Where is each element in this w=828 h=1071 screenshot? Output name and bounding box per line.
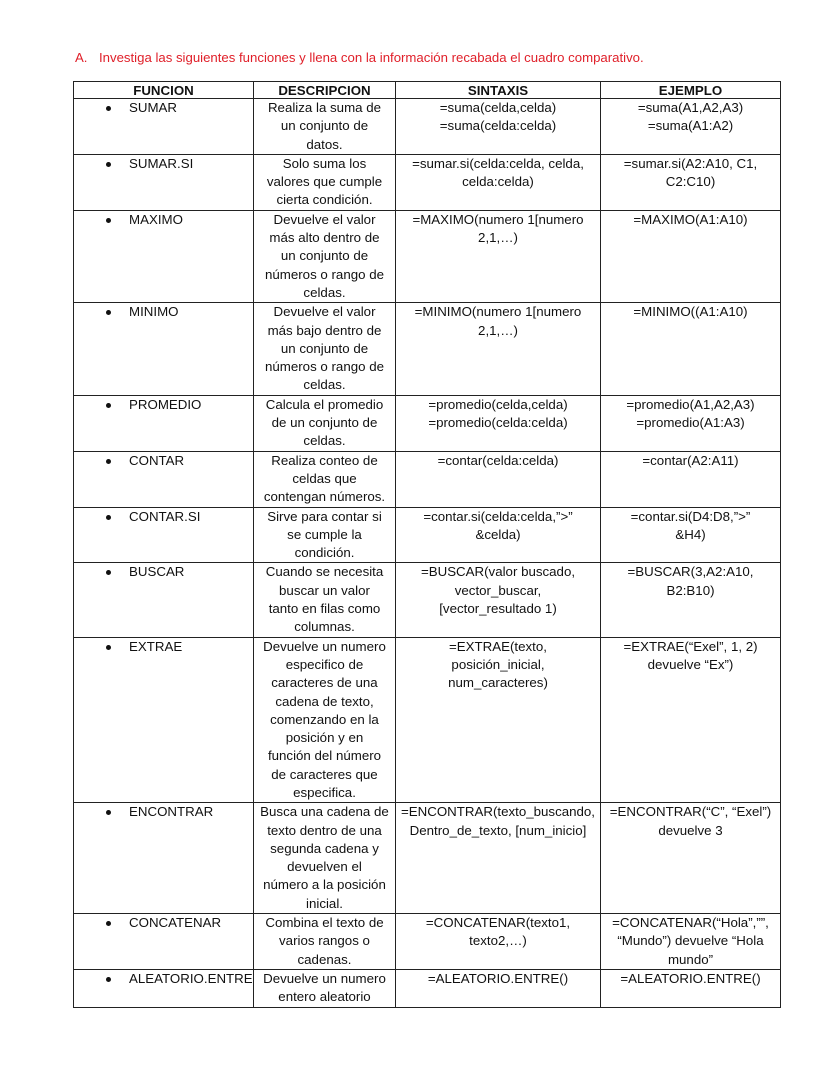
cell-descripcion: Devuelve un numero entero aleatorio — [254, 969, 396, 1007]
cell-ejemplo: =promedio(A1,A2,A3) =promedio(A1:A3) — [601, 395, 781, 451]
cell-descripcion: Devuelve el valor más alto dentro de un conjunto de números o rango de celdas. — [254, 210, 396, 302]
cell-ejemplo: =BUSCAR(3,A2:A10, B2:B10) — [601, 563, 781, 637]
cell-descripcion: Combina el texto de varios rangos o cadenas. — [254, 914, 396, 970]
table-row — [74, 637, 781, 803]
table-row — [74, 563, 781, 637]
function-name: PROMEDIO — [129, 396, 202, 412]
table-row — [74, 914, 781, 970]
cell-ejemplo: =sumar.si(A2:A10, C1, C2:C10) — [601, 154, 781, 210]
cell-ejemplo: =MINIMO((A1:A10) — [601, 303, 781, 395]
cell-funcion — [74, 507, 254, 563]
cell-descripcion: Realiza la suma de un conjunto de datos. — [254, 99, 396, 155]
table-body — [74, 99, 781, 1008]
bullet-icon — [106, 977, 111, 982]
cell-ejemplo: =contar(A2:A11) — [601, 451, 781, 507]
table-row — [74, 451, 781, 507]
cell-sintaxis: =BUSCAR(valor buscado, vector_buscar, [vector_resultado 1) — [396, 563, 601, 637]
header-funcion: FUNCION — [74, 82, 254, 99]
bullet-icon — [106, 459, 111, 464]
cell-funcion — [74, 99, 254, 155]
bullet-icon — [106, 570, 111, 575]
cell-descripcion: Solo suma los valores que cumple cierta condición. — [254, 154, 396, 210]
table-row — [74, 395, 781, 451]
cell-sintaxis: =EXTRAE(texto, posición_inicial, num_caracteres) — [396, 637, 601, 803]
table-row — [74, 969, 781, 1007]
cell-sintaxis: =contar.si(celda:celda,”>” &celda) — [396, 507, 601, 563]
cell-funcion — [74, 969, 254, 1007]
cell-descripcion: Realiza conteo de celdas que contengan números. — [254, 451, 396, 507]
table-row — [74, 210, 781, 302]
cell-ejemplo: =MAXIMO(A1:A10) — [601, 210, 781, 302]
cell-funcion — [74, 210, 254, 302]
bullet-icon — [106, 810, 111, 815]
cell-sintaxis: =MINIMO(numero 1[numero 2,1,…) — [396, 303, 601, 395]
function-name: ENCONTRAR — [129, 804, 214, 820]
function-name: MINIMO — [129, 304, 179, 320]
cell-descripcion: Sirve para contar si se cumple la condición. — [254, 507, 396, 563]
table-row — [74, 507, 781, 563]
cell-ejemplo: =ENCONTRAR(“C”, “Exel”) devuelve 3 — [601, 803, 781, 914]
comparison-table — [73, 81, 781, 1008]
cell-funcion — [74, 803, 254, 914]
cell-sintaxis: =MAXIMO(numero 1[numero 2,1,…) — [396, 210, 601, 302]
cell-funcion — [74, 395, 254, 451]
header-ejemplo: EJEMPLO — [601, 82, 781, 99]
cell-sintaxis: =CONCATENAR(texto1, texto2,…) — [396, 914, 601, 970]
bullet-icon — [106, 515, 111, 520]
cell-ejemplo: =ALEATORIO.ENTRE() — [601, 969, 781, 1007]
cell-descripcion: Busca una cadena de texto dentro de una segunda cadena y devuelven el número a la posición inicial. — [254, 803, 396, 914]
bullet-icon — [106, 645, 111, 650]
cell-descripcion: Devuelve el valor más bajo dentro de un conjunto de números o rango de celdas. — [254, 303, 396, 395]
table-row — [74, 99, 781, 155]
function-name: CONTAR.SI — [129, 508, 201, 524]
instruction-heading — [75, 50, 644, 65]
function-name: EXTRAE — [129, 638, 183, 654]
cell-funcion — [74, 637, 254, 803]
table-row — [74, 303, 781, 395]
cell-funcion — [74, 154, 254, 210]
table-header-row — [74, 82, 781, 99]
function-name: SUMAR.SI — [129, 155, 194, 171]
cell-ejemplo: =CONCATENAR(“Hola”,””, “Mundo”) devuelve “Hola mundo” — [601, 914, 781, 970]
function-name: BUSCAR — [129, 564, 185, 580]
header-descripcion: DESCRIPCION — [254, 82, 396, 99]
cell-funcion — [74, 303, 254, 395]
cell-ejemplo: =contar.si(D4:D8,”>” &H4) — [601, 507, 781, 563]
cell-sintaxis: =promedio(celda,celda) =promedio(celda:celda) — [396, 395, 601, 451]
function-name: SUMAR — [129, 100, 178, 115]
function-name: ALEATORIO.ENTRE — [129, 970, 253, 986]
function-name: CONTAR — [129, 452, 185, 468]
cell-sintaxis: =ENCONTRAR(texto_buscando, Dentro_de_texto, [num_inicio] — [396, 803, 601, 914]
cell-descripcion: Calcula el promedio de un conjunto de celdas. — [254, 395, 396, 451]
table-row — [74, 154, 781, 210]
cell-ejemplo: =EXTRAE(“Exel”, 1, 2) devuelve “Ex”) — [601, 637, 781, 803]
cell-ejemplo: =suma(A1,A2,A3) =suma(A1:A2) — [601, 99, 781, 155]
bullet-icon — [106, 162, 111, 167]
bullet-icon — [106, 106, 111, 111]
cell-funcion — [74, 914, 254, 970]
header-sintaxis: SINTAXIS — [396, 82, 601, 99]
bullet-icon — [106, 921, 111, 926]
cell-descripcion: Cuando se necesita buscar un valor tanto en filas como columnas. — [254, 563, 396, 637]
cell-sintaxis: =contar(celda:celda) — [396, 451, 601, 507]
cell-sintaxis: =ALEATORIO.ENTRE() — [396, 969, 601, 1007]
instruction-number: A. — [75, 50, 88, 65]
bullet-icon — [106, 218, 111, 223]
cell-descripcion: Devuelve un numero especifico de caracteres de una cadena de texto, comenzando en la posición y en función del número de caracteres que especifica. — [254, 637, 396, 803]
table-row — [74, 803, 781, 914]
bullet-icon — [106, 403, 111, 408]
function-name: MAXIMO — [129, 211, 183, 227]
cell-funcion — [74, 563, 254, 637]
function-name: CONCATENAR — [129, 915, 222, 931]
cell-sintaxis: =suma(celda,celda) =suma(celda:celda) — [396, 99, 601, 155]
cell-funcion — [74, 451, 254, 507]
cell-sintaxis: =sumar.si(celda:celda, celda, celda:celda) — [396, 154, 601, 210]
instruction-text: Investiga las siguientes funciones y llena con la información recabada el cuadro comparativo. — [99, 50, 644, 65]
bullet-icon — [106, 310, 111, 315]
